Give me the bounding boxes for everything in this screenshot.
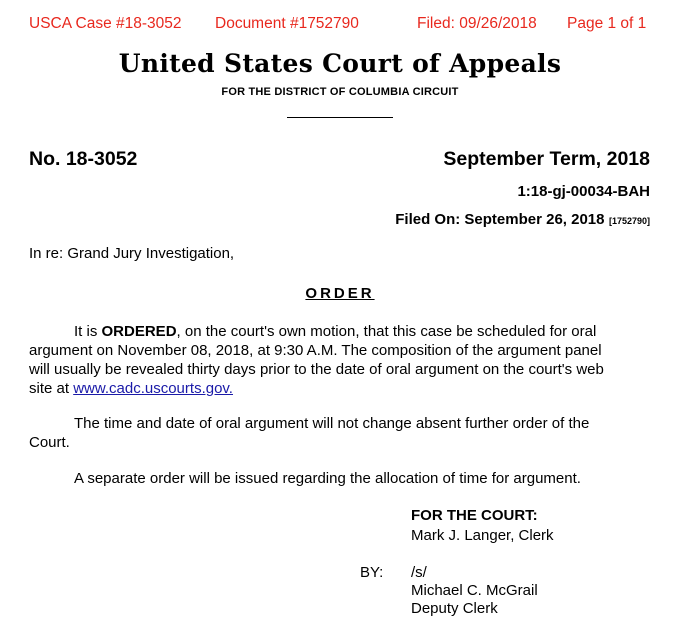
filed-on-line xyxy=(395,211,650,229)
order-text: site at xyxy=(29,380,74,397)
header-page-number: Page 1 of 1 xyxy=(567,15,647,32)
clerk-name: Mark J. Langer, Clerk xyxy=(411,527,554,544)
court-title: United States Court of Appeals xyxy=(118,49,562,78)
order-heading: ORDER xyxy=(305,285,375,302)
order-paragraph-1-line-4 xyxy=(29,379,649,398)
in-re-caption: In re: Grand Jury Investigation, xyxy=(29,245,235,262)
signature-mark: /s/ xyxy=(411,564,427,581)
order-paragraph-2 xyxy=(29,414,649,452)
title-divider xyxy=(287,117,393,118)
order-paragraph-3-line-1 xyxy=(29,469,649,488)
court-website-link[interactable]: www.cadc.uscourts.gov. xyxy=(73,380,233,397)
header-document-number: Document #1752790 xyxy=(215,15,359,32)
filed-on-date: Filed On: September 26, 2018 xyxy=(395,211,605,228)
order-paragraph-2-line-1 xyxy=(29,414,649,433)
order-text: It is xyxy=(74,323,102,340)
for-the-court-label: FOR THE COURT: xyxy=(411,507,538,524)
order-text: A separate order will be issued regarding the allocation of time for argument. xyxy=(74,470,581,487)
order-text: , on the court's own motion, that this case be scheduled for oral xyxy=(176,323,597,340)
ordered-keyword: ORDERED xyxy=(101,323,177,340)
order-text: The time and date of oral argument will not change absent further order of the xyxy=(74,415,590,432)
order-paragraph-1-line-2: argument on November 08, 2018, at 9:30 A.M. The composition of the argument panel xyxy=(29,342,602,359)
court-circuit: FOR THE DISTRICT OF COLUMBIA CIRCUIT xyxy=(221,86,459,98)
order-paragraph-1-line-1 xyxy=(29,322,649,341)
order-paragraph-3 xyxy=(29,469,649,488)
by-label: BY: xyxy=(360,564,384,581)
header-case-number: USCA Case #18-3052 xyxy=(29,15,182,32)
order-paragraph-2-line-2: Court. xyxy=(29,434,70,451)
filed-docket-id: [1752790] xyxy=(608,216,650,226)
order-paragraph-1-line-3: will usually be revealed thirty days prior to the date of oral argument on the court's web xyxy=(29,361,604,378)
lower-court-case-number: 1:18-gj-00034-BAH xyxy=(517,183,650,200)
order-paragraph-1 xyxy=(29,322,649,398)
deputy-clerk-title: Deputy Clerk xyxy=(411,600,498,617)
court-term: September Term, 2018 xyxy=(443,148,650,170)
case-number: No. 18-3052 xyxy=(29,148,138,170)
deputy-clerk-name: Michael C. McGrail xyxy=(411,582,538,599)
header-filed-date: Filed: 09/26/2018 xyxy=(417,15,537,32)
